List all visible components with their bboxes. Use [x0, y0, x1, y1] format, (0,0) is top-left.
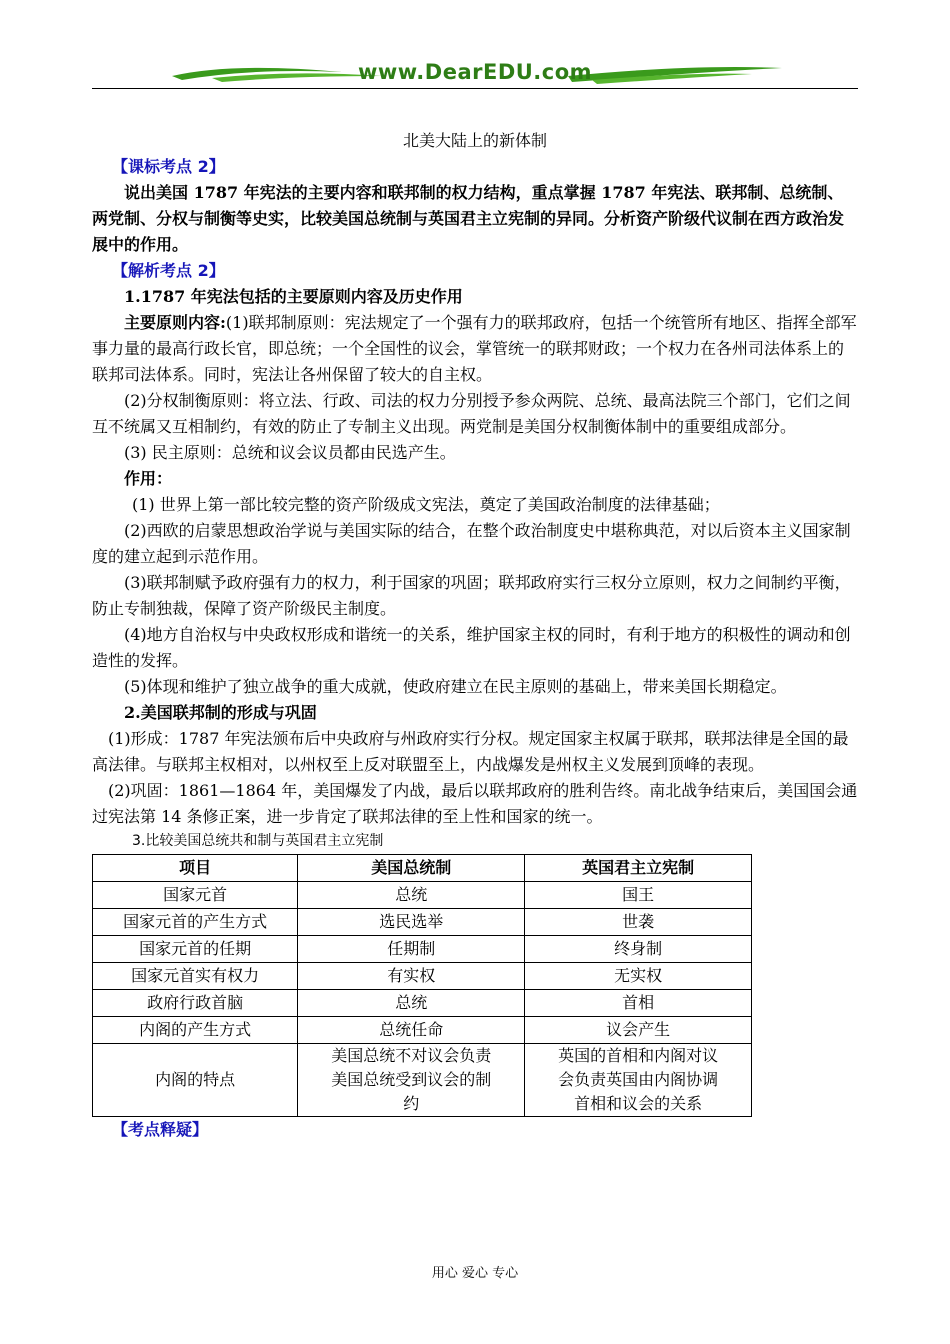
curriculum-text: 说出美国 1787 年宪法的主要内容和联邦制的权力结构，重点掌握 1787 年宪法、联邦制、总统制、两党制、分权与制衡等史实，比较美国总统制与英国君主立宪制的异同。分析资产阶级代议制在西方政治发展中的作用。	[92, 183, 845, 254]
cell-line: 约	[403, 1094, 420, 1113]
table-cell: 有实权	[298, 963, 525, 990]
table-cell	[298, 1044, 525, 1117]
table-row	[93, 1044, 752, 1117]
table-cell: 首相	[525, 990, 752, 1017]
table-row	[93, 990, 752, 1017]
federal-consolidation: (2)巩固：1861—1864 年，美国爆发了内战，最后以联邦政府的胜利告终。南北战争结束后，美国国会通过宪法第 14 条修正案，进一步肯定了联邦法律的至上性和国家的统一。	[92, 781, 858, 826]
page-footer: 用心 爱心 专心	[431, 1266, 519, 1281]
table-cell: 内阁的产生方式	[93, 1017, 298, 1044]
section-tag-faq: 【考点释疑】	[112, 1120, 209, 1139]
cell-line: 美国总统受到议会的制	[331, 1070, 492, 1089]
site-logo-text: www.DearEDU.com	[357, 60, 593, 84]
heading-2: 2.美国联邦制的形成与巩固	[124, 703, 317, 722]
table-cell: 国家元首的产生方式	[93, 909, 298, 936]
table-row	[93, 963, 752, 990]
effect-3: (3)联邦制赋予政府强有力的权力，利于国家的巩固；联邦政府实行三权分立原则，权力之间制约平衡，防止专制独裁，保障了资产阶级民主制度。	[92, 573, 851, 618]
table-cell: 国家元首的任期	[93, 936, 298, 963]
main-content	[92, 124, 858, 1143]
page-title: 北美大陆上的新体制	[402, 131, 547, 150]
table-row	[93, 936, 752, 963]
table-cell: 总统	[298, 990, 525, 1017]
table-cell: 议会产生	[525, 1017, 752, 1044]
heading-1: 1.1787 年宪法包括的主要原则内容及历史作用	[124, 287, 463, 306]
table-cell: 世袭	[525, 909, 752, 936]
table-header: 美国总统制	[298, 855, 525, 882]
table-row	[93, 882, 752, 909]
effect-heading: 作用：	[124, 469, 173, 488]
table-cell: 选民选举	[298, 909, 525, 936]
section-tag-analysis: 【解析考点 2】	[112, 261, 225, 280]
heading-3: 3.比较美国总统共和制与英国君主立宪制	[132, 833, 384, 849]
header-rule	[92, 88, 858, 89]
table-cell: 无实权	[525, 963, 752, 990]
table-header: 英国君主立宪制	[525, 855, 752, 882]
principles-paragraph	[92, 310, 858, 388]
table-header: 项目	[93, 855, 298, 882]
effect-4: (4)地方自治权与中央政权形成和谐统一的关系，维护国家主权的同时，有利于地方的积极性的调动和创造性的发挥。	[92, 625, 851, 670]
table-cell: 国王	[525, 882, 752, 909]
principles-lead: 主要原则内容:	[124, 313, 226, 332]
table-header-row	[93, 855, 752, 882]
effect-5: (5)体现和维护了独立战争的重大成就，使政府建立在民主原则的基础上，带来美国长期稳定。	[124, 677, 787, 696]
principle-1: (1)联邦制原则：宪法规定了一个强有力的联邦政府，包括一个统管所有地区、指挥全部军事力量的最高行政长官，即总统；一个全国性的议会，掌管统一的联邦财政；一个权力在各州司法体系上的联邦司法体系。同时，宪法让各州保留了较大的自主权。	[92, 313, 857, 384]
table-cell: 内阁的特点	[93, 1044, 298, 1117]
site-banner	[92, 58, 858, 92]
table-cell: 总统任命	[298, 1017, 525, 1044]
federal-formation: (1)形成：1787 年宪法颁布后中央政府与州政府实行分权。规定国家主权属于联邦，联邦法律是全国的最高法律。与联邦主权相对，以州权至上反对联盟至上，内战爆发是州权主义发展到顶峰的表现。	[92, 729, 849, 774]
effect-2: (2)西欧的启蒙思想政治学说与美国实际的结合，在整个政治制度史中堪称典范，对以后资本主义国家制度的建立起到示范作用。	[92, 521, 851, 566]
table-row	[93, 909, 752, 936]
table-cell: 总统	[298, 882, 525, 909]
table-cell	[525, 1044, 752, 1117]
cell-line: 美国总统不对议会负责	[331, 1046, 492, 1065]
table-row	[93, 1017, 752, 1044]
table-cell: 国家元首	[93, 882, 298, 909]
table-cell: 终身制	[525, 936, 752, 963]
table-cell: 国家元首实有权力	[93, 963, 298, 990]
effect-1: (1) 世界上第一部比较完整的资产阶级成文宪法，奠定了美国政治制度的法律基础；	[132, 495, 720, 514]
principle-2: (2)分权制衡原则：将立法、行政、司法的权力分别授予参众两院、总统、最高法院三个部门，它们之间互不统属又互相制约，有效的防止了专制主义出现。两党制是美国分权制衡体制中的重要组成部分。	[92, 391, 851, 436]
comparison-table	[92, 854, 752, 1117]
section-tag-curriculum: 【课标考点 2】	[112, 157, 225, 176]
table-cell: 政府行政首脑	[93, 990, 298, 1017]
cell-line: 英国的首相和内阁对议	[558, 1046, 719, 1065]
cell-line: 会负责英国由内阁协调	[558, 1070, 719, 1089]
principle-3: (3) 民主原则：总统和议会议员都由民选产生。	[124, 443, 456, 462]
cell-line: 首相和议会的关系	[574, 1094, 703, 1113]
table-cell: 任期制	[298, 936, 525, 963]
